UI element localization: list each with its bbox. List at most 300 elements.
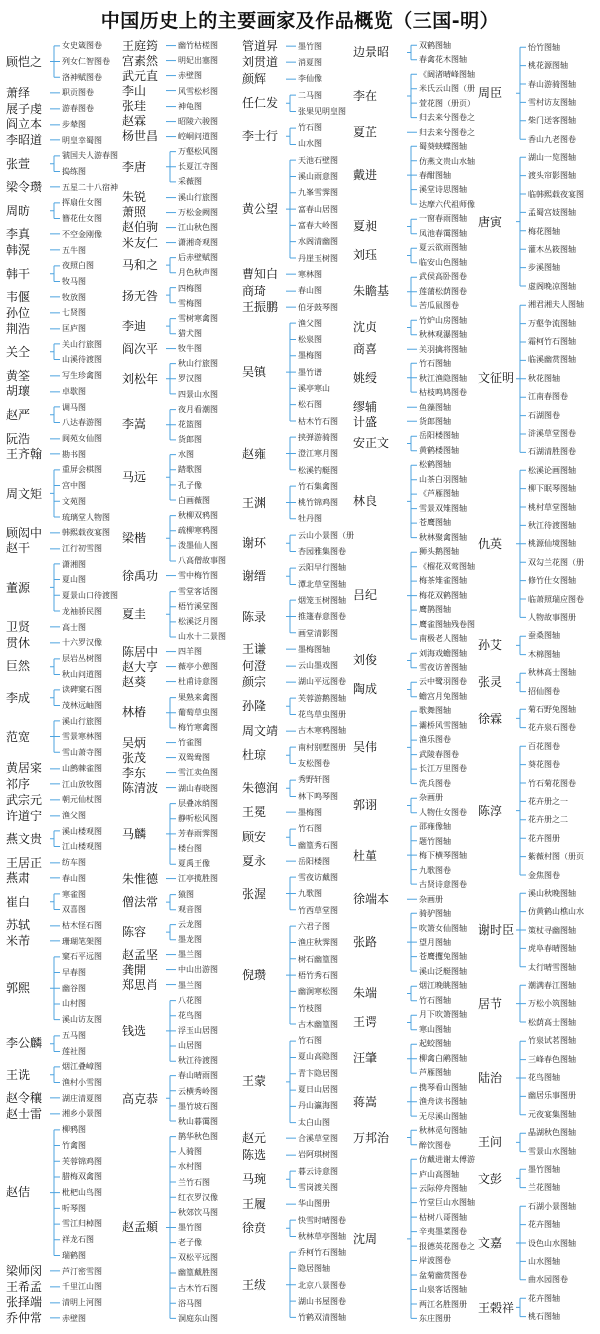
artwork-title: 果熟来禽图: [178, 692, 218, 702]
painter-group: [122, 993, 240, 1069]
painter-name: 徐禹功: [122, 568, 159, 583]
bracket-connector: [6, 525, 62, 541]
painter-name: 韦偃: [6, 290, 31, 305]
painter-name: 孙隆: [242, 699, 267, 714]
painter-group: [242, 592, 352, 641]
painter-name: 陈容: [122, 925, 147, 939]
artwork-title: 石湖图卷: [528, 410, 560, 420]
artwork-title: 吹箫女仙图轴: [419, 923, 467, 933]
artwork-title: 雪景寒林图: [62, 732, 102, 742]
painter-name: 颜辉: [242, 71, 267, 86]
artwork-title: 修竹仕女图轴: [528, 576, 576, 586]
artwork-title: 苍鹰攫兔图轴: [419, 952, 467, 962]
painter-group: [242, 315, 352, 429]
artwork-title: 竹枝图: [298, 1003, 322, 1013]
artwork-title: 江山楼观图: [62, 842, 102, 852]
painter-name: 周臣: [478, 86, 503, 101]
artwork-title: 鱼藻图轴: [419, 402, 451, 412]
artwork-title: 万松金阙图: [178, 207, 218, 217]
bracket-connector: [353, 704, 419, 791]
painter-name: 胡瓌: [6, 384, 31, 399]
painter-name: 赵葵: [122, 674, 147, 689]
painter-group: [6, 431, 118, 447]
painter-name: 谢环: [242, 536, 267, 551]
painter-name: 蒋嵩: [353, 1094, 378, 1109]
bracket-connector: [122, 38, 178, 53]
artwork-title: 五牛图: [62, 245, 86, 255]
artwork-title: 柴门送客图轴: [528, 116, 576, 126]
artwork-title: 合溪草堂图: [298, 1133, 338, 1143]
artwork-title: 明妃出塞图: [178, 56, 218, 66]
painter-name: 徐端本: [353, 892, 390, 907]
artwork-title: 职贡图卷: [62, 88, 94, 98]
painter-name: 阎立本: [6, 117, 43, 132]
artwork-title: 祥龙石图: [62, 1235, 94, 1245]
painter-group: [478, 461, 596, 627]
bracket-connector: [6, 619, 62, 635]
painter-name: 龚開: [122, 962, 147, 977]
bracket-connector: [6, 1310, 62, 1326]
artwork-title: 枯树八哥图轴: [419, 1212, 467, 1222]
artwork-title: 花卉图册: [528, 833, 560, 843]
artwork-title: 后赤壁赋图: [178, 253, 218, 263]
bracket-connector: [353, 906, 419, 978]
painter-group: [6, 713, 118, 760]
painter-name: 唐寅: [478, 214, 503, 229]
artwork-title: 层岩丛树图: [62, 653, 102, 663]
artwork-title: 树石幽篁图: [298, 954, 338, 964]
painter-name: 陈居中: [122, 644, 159, 659]
artwork-title: 猎犬图: [178, 328, 202, 338]
painter-name: 朱瞻基: [353, 284, 390, 299]
painter-name: 孙艾: [478, 638, 503, 653]
artwork-title: 达摩六代祖师像: [419, 199, 475, 209]
painter-name: 马和之: [122, 258, 159, 273]
painter-group: [242, 1130, 352, 1146]
bracket-connector: [122, 447, 178, 508]
artwork-title: 武侯高卧图卷: [419, 272, 467, 282]
painter-name: 林椿: [122, 705, 147, 720]
bracket-connector: [6, 132, 62, 148]
artwork-title: 云中鹭羽图卷: [419, 677, 467, 687]
painter-group: [242, 804, 352, 820]
painter-name: 孙位: [6, 305, 31, 320]
artwork-title: 古贤诗意图卷: [419, 880, 467, 890]
painter-name: 展子虔: [6, 101, 43, 116]
painter-group: [122, 584, 240, 645]
painter-name: 顾闳中: [6, 525, 43, 540]
artwork-title: 江行初雪图: [62, 543, 102, 553]
artwork-title: 墨梅图轴: [298, 644, 330, 654]
bracket-connector: [353, 545, 419, 646]
bracket-connector: [353, 646, 419, 675]
painter-group: [353, 313, 475, 342]
artwork-title: 静听松风图: [178, 813, 218, 823]
artwork-title: 夏云欲雨图轴: [419, 243, 467, 253]
bracket-connector: [6, 38, 62, 85]
painter-group: [478, 700, 596, 737]
artwork-title: 花卉册之二: [528, 815, 568, 825]
painter-group: [6, 1263, 118, 1279]
bracket-connector: [242, 71, 298, 87]
artwork-title: 富春大岭图: [298, 220, 338, 230]
bracket-connector: [242, 283, 298, 299]
artwork-title: 武陵春图卷: [419, 749, 459, 759]
painter-name: 陈清波: [122, 781, 159, 796]
painter-group: [478, 884, 596, 976]
painter-name: 吕纪: [353, 588, 378, 603]
painter-group: [478, 296, 596, 462]
bracket-connector: [6, 1263, 62, 1279]
bracket-connector: [478, 38, 528, 148]
bracket-connector: [242, 1033, 298, 1131]
artwork-title: 桃石图轴: [528, 1312, 560, 1322]
artwork-title: 暮云诗意图: [298, 1166, 338, 1176]
artwork-title: 秋郊饮马图: [178, 1207, 218, 1217]
painter-name: 张茂: [122, 750, 147, 765]
bracket-connector: [353, 342, 419, 356]
artwork-title: 晶湖秋色图轴: [528, 1128, 576, 1138]
painter-group: [6, 117, 118, 133]
bracket-connector: [242, 821, 298, 854]
artwork-title: 中山出游图: [178, 965, 218, 975]
artwork-title: 春山图: [298, 286, 322, 296]
artwork-title: 兰竹石图: [178, 1177, 210, 1187]
bracket-connector: [353, 429, 419, 458]
painter-name: 王榖祥: [478, 1300, 515, 1315]
painter-group: [353, 1008, 475, 1037]
artwork-title: 烟江晚眺图轴: [419, 981, 467, 991]
artwork-title: 长夏江寺图: [178, 162, 218, 172]
bracket-connector: [353, 400, 419, 414]
bracket-connector: [6, 336, 62, 367]
painter-name: 夏永: [242, 854, 267, 869]
painter-group: [6, 336, 118, 367]
bracket-connector: [353, 892, 419, 906]
artwork-title: 薇亭小憩图: [178, 662, 218, 672]
artwork-title: 临溪幽赏图轴: [528, 355, 576, 365]
artwork-title: 湖庄清夏图: [62, 1093, 102, 1103]
artwork-title: 骑驴图轴: [419, 909, 451, 919]
artwork-title: 渔父图: [62, 811, 86, 820]
artwork-title: 簪花仕女图: [62, 214, 102, 224]
artwork-title: 临安山色图轴: [419, 257, 467, 267]
bracket-connector: [122, 644, 178, 659]
bracket-connector: [122, 68, 178, 83]
bracket-connector: [353, 675, 419, 704]
artwork-title: 墨竹图: [178, 1222, 202, 1232]
painter-name: 阎次平: [122, 341, 159, 356]
bracket-connector: [478, 296, 528, 462]
bracket-connector: [353, 819, 419, 891]
artwork-title: 澄江寒月图: [298, 449, 338, 459]
artwork-title: 高士图: [62, 622, 86, 632]
painter-group: [353, 791, 475, 820]
bracket-connector: [122, 735, 178, 750]
artwork-title: 桃竹锦鸡图: [298, 498, 338, 508]
bracket-connector: [122, 190, 178, 205]
artwork-title: 洞庭东山图: [178, 1313, 218, 1323]
artwork-title: 幽竹枯槎图: [178, 41, 218, 51]
artwork-title: 浮玉山居图: [178, 1026, 218, 1035]
artwork-title: 仿戴进谢太傅游: [419, 1155, 475, 1165]
artwork-title: 渔庄秋霁图: [298, 938, 338, 948]
artwork-title: 八达春游图: [62, 418, 102, 428]
painter-group: [6, 619, 118, 635]
artwork-title: 雪夜访普图轴: [419, 663, 467, 673]
artwork-title: 勘书图: [62, 449, 86, 459]
artwork-title: 秋柳双鸦图: [178, 510, 218, 520]
artwork-title: 张果见明皇图: [298, 106, 346, 116]
painter-name: 刘贯道: [242, 55, 279, 70]
artwork-title: 题竹图轴: [419, 836, 451, 846]
artwork-title: 渔乐图卷: [419, 735, 451, 745]
painter-name: 苏轼: [6, 918, 31, 933]
painter-group: [122, 674, 240, 689]
painter-name: 朱德润: [242, 780, 279, 795]
artwork-title: 芳春雨霁图: [178, 829, 218, 839]
artwork-title: 鹊华秋色图: [178, 1132, 218, 1142]
painter-group: [122, 356, 240, 401]
painter-name: 李公麟: [6, 1036, 43, 1051]
bracket-connector: [242, 658, 298, 674]
painter-name: 高克恭: [122, 1091, 159, 1106]
bracket-connector: [353, 356, 419, 399]
artwork-title: 《榴花双莺图轴: [419, 561, 475, 571]
painter-name: 王齐翰: [6, 447, 43, 462]
bracket-connector: [478, 1289, 528, 1326]
artwork-title: 浴马图: [178, 1298, 202, 1308]
painter-group: [122, 144, 240, 189]
artwork-title: 双鹤图轴: [419, 40, 451, 50]
artwork-title: 万壑松风图: [178, 147, 218, 157]
artwork-title: 花卉图轴: [528, 1293, 560, 1303]
artwork-title: 山溪待渡图: [62, 355, 102, 365]
painter-name: 荆浩: [6, 321, 31, 336]
bracket-connector: [242, 690, 298, 723]
artwork-title: 竹石图轴: [419, 359, 451, 369]
artwork-title: 秋江渔隐图轴: [419, 373, 467, 383]
painter-name: 吴炳: [122, 735, 147, 750]
artwork-title: 湘乡小景图: [62, 1109, 102, 1119]
painter-group: [122, 129, 240, 144]
painter-name: 刘珏: [353, 248, 378, 263]
artwork-title: 捣练图: [62, 166, 86, 176]
painter-group: [353, 892, 475, 906]
artwork-title: 东庄图册: [419, 1314, 451, 1324]
painter-group: [6, 132, 118, 148]
artwork-title: 古木寒鸦图轴: [298, 726, 346, 736]
bracket-connector: [6, 431, 62, 447]
artwork-title: 葵花图卷: [528, 760, 560, 770]
painter-name: 张择端: [6, 1295, 43, 1310]
bracket-connector: [353, 38, 419, 67]
painter-group: [122, 53, 240, 68]
bracket-connector: [353, 241, 419, 270]
artwork-title: 七贤图: [62, 308, 86, 318]
painter-group: [122, 447, 240, 508]
artwork-title: 梅下横琴图轴: [419, 851, 467, 861]
painter-group: [242, 299, 352, 315]
artwork-title: 阆苑女仙图: [62, 434, 102, 444]
painter-name: 谢时臣: [478, 923, 515, 938]
painter-group: [122, 220, 240, 235]
artwork-title: 竹堂巨山水图轴: [419, 1198, 475, 1208]
artwork-title: 苦瓜鼠图卷: [419, 301, 459, 311]
artwork-title: 画堂清影图: [298, 628, 338, 638]
bracket-connector: [242, 1163, 298, 1196]
artwork-title: 石湖小景图轴: [528, 1201, 576, 1211]
painter-name: 杜琼: [242, 748, 267, 763]
painter-group: [242, 772, 352, 805]
artwork-title: 桃花源图轴: [528, 61, 568, 71]
painter-name: 周昉: [6, 203, 31, 218]
painter-group: [6, 823, 118, 854]
artwork-title: 木棉图轴: [528, 649, 560, 659]
artwork-title: 秋山行旅图: [178, 359, 218, 369]
painter-name: 周文靖: [242, 723, 279, 738]
artwork-title: 幽篁秀石图: [298, 840, 338, 850]
artwork-title: 芦雁图轴: [419, 1068, 451, 1078]
artwork-title: 太白山图: [298, 1117, 330, 1127]
artwork-title: 竹炉山房图轴: [419, 315, 467, 325]
artwork-title: 千里江山图: [62, 1282, 102, 1292]
artwork-title: 挟弹游骑图: [298, 432, 338, 442]
artwork-title: 九歌图: [298, 889, 322, 899]
painter-group: [122, 765, 240, 780]
bracket-connector: [122, 402, 178, 447]
bracket-connector: [122, 796, 178, 872]
bracket-connector: [122, 1068, 178, 1129]
artwork-title: 歌舞图轴: [419, 706, 451, 716]
bracket-connector: [478, 1032, 528, 1124]
artwork-title: 四羊图: [178, 647, 202, 657]
artwork-title: 推篷春意图卷: [298, 612, 346, 622]
painter-name: 文嘉: [478, 1236, 503, 1251]
painter-group: [6, 148, 118, 179]
bracket-connector: [353, 125, 419, 139]
artwork-title: 楼台图: [178, 844, 202, 854]
artwork-title: 不空金刚像: [62, 229, 102, 239]
artwork-title: 夏山高隐图: [298, 1052, 338, 1062]
painter-group: [353, 646, 475, 675]
painter-name: 赵严: [6, 407, 31, 422]
bracket-connector: [242, 152, 298, 266]
bracket-connector: [122, 780, 178, 795]
artwork-title: 洛神赋图卷: [62, 72, 102, 82]
painter-name: 谢缙: [242, 569, 267, 584]
painter-name: 赵士雷: [6, 1106, 43, 1121]
painter-name: 商喜: [353, 342, 378, 357]
painter-name: 仇英: [478, 536, 503, 551]
artwork-title: 烟笼玉树图轴: [298, 595, 346, 605]
painter-name: 钱选: [122, 1023, 147, 1038]
bracket-connector: [242, 1212, 298, 1245]
bracket-connector: [353, 414, 419, 428]
bracket-connector: [122, 83, 178, 98]
painter-group: [242, 821, 352, 854]
painter-group: [478, 1197, 596, 1289]
artwork-title: 梧竹秀石图: [298, 970, 338, 980]
artwork-title: 八高僧故事图: [178, 556, 226, 566]
artwork-title: 醉饮图卷: [419, 1140, 451, 1150]
painter-group: [6, 933, 118, 949]
bracket-connector: [353, 1008, 419, 1037]
artwork-title: 三峰春色图轴: [528, 1054, 576, 1064]
artwork-title: 枯木怪石图: [62, 920, 102, 930]
bracket-connector: [6, 462, 62, 525]
painter-group: [6, 761, 118, 777]
painter-name: 王蒙: [242, 1074, 267, 1089]
artwork-title: 纺车图: [62, 858, 86, 868]
artwork-title: 葡萄草虫图: [178, 707, 218, 717]
artwork-title: 听琴图: [62, 1203, 86, 1213]
bracket-connector: [122, 220, 178, 235]
painter-group: [6, 556, 118, 619]
artwork-title: 墨竹图轴: [528, 1165, 560, 1175]
painter-group: [6, 384, 118, 400]
artwork-title: 窠石平远图: [62, 952, 102, 962]
artwork-title: 竹禽图: [62, 1140, 86, 1150]
painter-name: 任仁发: [242, 96, 279, 111]
bracket-connector: [122, 947, 178, 962]
painter-group: [122, 402, 240, 447]
artwork-title: 花鸟图: [178, 1010, 202, 1020]
artwork-title: 辛夷墨菜图卷: [419, 1227, 467, 1237]
artwork-title: 归去来兮图卷之: [419, 127, 475, 137]
painter-group: [122, 871, 240, 886]
artwork-title: 竹石集禽图: [298, 481, 338, 491]
artwork-title: 水图: [178, 450, 194, 460]
painter-name: 徐贲: [242, 1221, 267, 1236]
painter-group: [6, 886, 118, 917]
painter-name: 赵佶: [6, 1185, 31, 1200]
painter-group: [6, 541, 118, 557]
painter-group: [6, 776, 118, 792]
artwork-title: 潭北草堂图轴: [298, 579, 346, 589]
bracket-connector: [122, 674, 178, 689]
painter-group: [478, 1032, 596, 1124]
artwork-title: 杏园雅集图卷: [298, 547, 346, 557]
artwork-title: 龙袖骄民图: [62, 606, 102, 616]
artwork-title: 珊瑚笔架图: [62, 936, 102, 946]
artwork-title: 牧马图: [62, 276, 86, 286]
bracket-connector: [6, 148, 62, 179]
bracket-connector: [6, 195, 62, 226]
artwork-title: 双喜图: [62, 905, 86, 915]
artwork-title: 水阁清幽图: [298, 237, 338, 247]
artwork-title: 四梅图: [178, 283, 202, 293]
artwork-title: 梅花图轴: [528, 226, 560, 236]
artwork-title: 墨竹坡石图: [178, 1101, 218, 1111]
artwork-title: 松荫高士图轴: [528, 1017, 576, 1027]
artwork-title: 竹石图: [298, 824, 322, 834]
artwork-title: 柳鸦图: [62, 1125, 86, 1135]
artwork-title: 鹰鹊图轴: [419, 605, 451, 615]
painter-group: [242, 658, 352, 674]
painter-name: 米芾: [6, 934, 31, 949]
painter-name: 李昭道: [6, 133, 43, 148]
artwork-title: 夏日山居图: [298, 1085, 338, 1095]
painter-group: [353, 545, 475, 646]
painter-name: 沈贞: [353, 320, 378, 335]
artwork-title: 渡头帘影图轴: [528, 171, 576, 181]
artwork-title: 松溪论画图轴: [528, 465, 576, 475]
artwork-title: 报德英花图卷之: [419, 1241, 475, 1251]
artwork-title: 杂画册: [419, 894, 443, 904]
painter-name: 梁令瓒: [6, 180, 43, 195]
artwork-title: 花卉图轴: [528, 1220, 560, 1230]
